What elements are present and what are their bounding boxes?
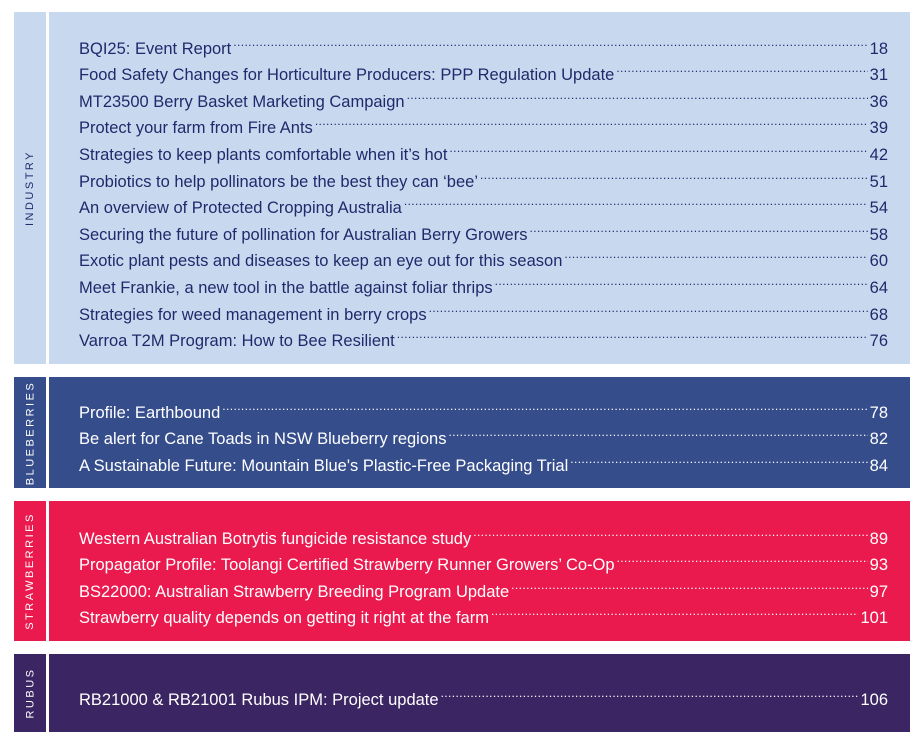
entry-page-number: 54 [869, 199, 888, 218]
entry-page-number: 18 [869, 39, 888, 58]
entry-page-number: 93 [869, 556, 888, 575]
dot-leader [449, 133, 867, 160]
entry-title: A Sustainable Future: Mountain Blue's Plastic-Free Packaging Trial [79, 456, 569, 475]
dot-leader [473, 517, 867, 544]
dot-leader [407, 80, 868, 107]
dot-leader [429, 293, 868, 320]
entry-title: Protect your farm from Fire Ants [79, 119, 313, 138]
entry-title: Exotic plant pests and diseases to keep an eye out for this season [79, 252, 563, 271]
dot-leader [397, 320, 868, 347]
dot-leader [495, 266, 868, 293]
entry-page-number: 68 [869, 305, 888, 324]
entry-list [79, 517, 888, 628]
entry-page-number: 97 [869, 582, 888, 601]
entry-title: Food Safety Changes for Horticulture Producers: PPP Regulation Update [79, 66, 615, 85]
dot-leader [448, 418, 867, 445]
section-label: STRAWBERRIES [24, 512, 37, 630]
section-tab-industry [14, 12, 46, 364]
dot-leader [480, 160, 868, 187]
entry-page-number: 64 [869, 278, 888, 297]
entry-title: Be alert for Cane Toads in NSW Blueberry regions [79, 430, 447, 449]
dot-leader [511, 570, 867, 597]
dot-leader [233, 27, 867, 54]
entry-page-number: 82 [869, 430, 888, 449]
dot-leader [441, 678, 859, 705]
entry-page-number: 89 [869, 529, 888, 548]
section-tab-rubus [14, 654, 46, 732]
entry-page-number: 78 [869, 403, 888, 422]
entry-title: MT23500 Berry Basket Marketing Campaign [79, 92, 405, 111]
section-industry [0, 12, 922, 364]
entry-title: Strategies for weed management in berry crops [79, 305, 427, 324]
entry-page-number: 39 [869, 119, 888, 138]
section-label: RUBUS [24, 667, 37, 719]
entry-title: Propagator Profile: Toolangi Certified Strawberry Runner Growers’ Co-Op [79, 556, 615, 575]
section-blueberries [0, 377, 922, 488]
dot-leader [570, 444, 867, 471]
entry-title: Profile: Earthbound [79, 403, 221, 422]
entry-page-number: 31 [869, 66, 888, 85]
entry-page-number: 60 [869, 252, 888, 271]
entry-page-number: 84 [869, 456, 888, 475]
entry-page-number: 58 [869, 225, 888, 244]
section-panel-strawberries [49, 501, 910, 641]
dot-leader [315, 107, 868, 134]
dot-leader [616, 54, 867, 81]
section-strawberries [0, 501, 922, 641]
section-rubus [0, 654, 922, 732]
section-tab-strawberries [14, 501, 46, 641]
dot-leader [564, 240, 867, 267]
entry-title: Strategies to keep plants comfortable when it’s hot [79, 145, 448, 164]
section-tab-blueberries [14, 377, 46, 488]
dot-leader [617, 544, 868, 571]
entry-list [79, 678, 888, 709]
toc-entry[interactable] [79, 678, 888, 709]
entry-title: BQI25: Event Report [79, 39, 232, 58]
entry-page-number: 101 [860, 609, 888, 628]
section-panel-blueberries [49, 377, 910, 488]
entry-title: An overview of Protected Cropping Australia [79, 199, 402, 218]
section-panel-industry [49, 12, 910, 364]
entry-title: Western Australian Botrytis fungicide resistance study [79, 529, 472, 548]
toc-entry[interactable] [79, 517, 888, 548]
toc-entry[interactable] [79, 27, 888, 58]
entry-title: Securing the future of pollination for Australian Berry Growers [79, 225, 528, 244]
dot-leader [529, 213, 867, 240]
entry-page-number: 106 [860, 690, 888, 709]
entry-list [79, 391, 888, 475]
dot-leader [491, 597, 858, 624]
entry-page-number: 42 [869, 145, 888, 164]
entry-title: Probiotics to help pollinators be the best they can ‘bee’ [79, 172, 478, 191]
section-label: INDUSTRY [24, 149, 36, 227]
entry-page-number: 36 [869, 92, 888, 111]
entry-title: Strawberry quality depends on getting it right at the farm [79, 609, 489, 628]
entry-title: BS22000: Australian Strawberry Breeding Program Update [79, 582, 510, 601]
entry-page-number: 51 [869, 172, 888, 191]
dot-leader [404, 187, 868, 214]
entry-list [79, 27, 888, 351]
entry-title: RB21000 & RB21001 Rubus IPM: Project update [79, 690, 439, 709]
section-panel-rubus [49, 654, 910, 732]
entry-page-number: 76 [869, 332, 888, 351]
section-label: BLUEBERRIES [24, 380, 36, 485]
dot-leader [222, 391, 867, 418]
entry-title: Meet Frankie, a new tool in the battle against foliar thrips [79, 278, 493, 297]
entry-title: Varroa T2M Program: How to Bee Resilient [79, 332, 395, 351]
toc-entry[interactable] [79, 391, 888, 422]
